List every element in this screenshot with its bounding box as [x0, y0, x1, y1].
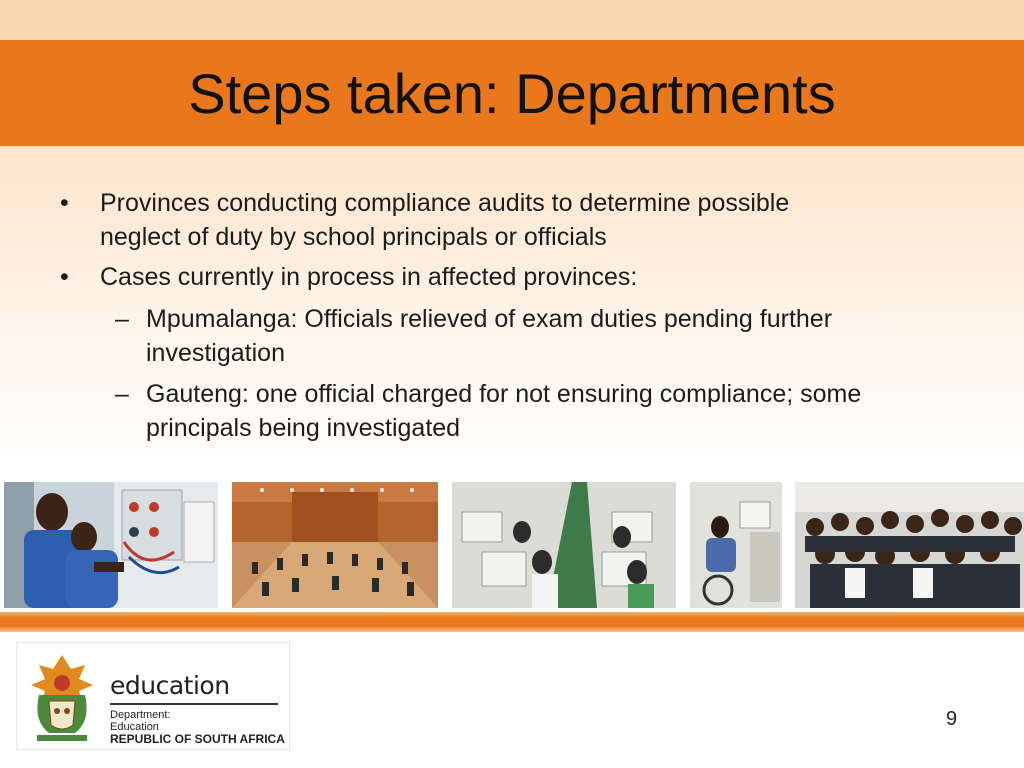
electrician-training-photo: [4, 482, 218, 608]
coat-of-arms-icon: [25, 651, 99, 743]
page-number: 9: [946, 708, 958, 730]
sub-bullet-marker: –: [115, 380, 129, 408]
logo-country-label: REPUBLIC OF SOUTH AFRICA: [110, 732, 285, 746]
sub-bullet-text-line: investigation: [146, 339, 285, 367]
sub-bullet-marker: –: [115, 305, 129, 333]
photo-strip: [0, 482, 1024, 610]
learners-group-photo: [795, 482, 1024, 608]
bullet-text-line: Provinces conducting compliance audits to determine possible: [100, 189, 790, 217]
logo-education-label: Education: [110, 721, 159, 733]
bullet-text-line: neglect of duty by school principals or officials: [100, 223, 607, 251]
footer: [0, 632, 1024, 768]
logo-rule: [110, 703, 278, 705]
bullet-marker: •: [60, 189, 69, 217]
bullet-marker: •: [60, 263, 69, 291]
slide-title: Steps taken: Departments: [188, 62, 836, 125]
bullet-text-line: Cases currently in process in affected provinces:: [100, 263, 638, 291]
wheelchair-computer-photo: [690, 482, 782, 608]
sub-bullet-text-line: Gauteng: one official charged for not ensuring compliance; some: [146, 380, 862, 408]
exam-hall-photo: [232, 482, 438, 608]
department-logo: [16, 642, 290, 750]
logo-wordmark: education: [110, 671, 230, 700]
sub-bullet-text-line: Mpumalanga: Officials relieved of exam duties pending further: [146, 305, 833, 333]
top-band: [0, 0, 1024, 40]
orange-divider: [0, 612, 1024, 632]
sub-bullet-text-line: principals being investigated: [146, 414, 461, 442]
computer-lab-photo: [452, 482, 676, 608]
logo-department-label: Department:: [110, 709, 171, 721]
